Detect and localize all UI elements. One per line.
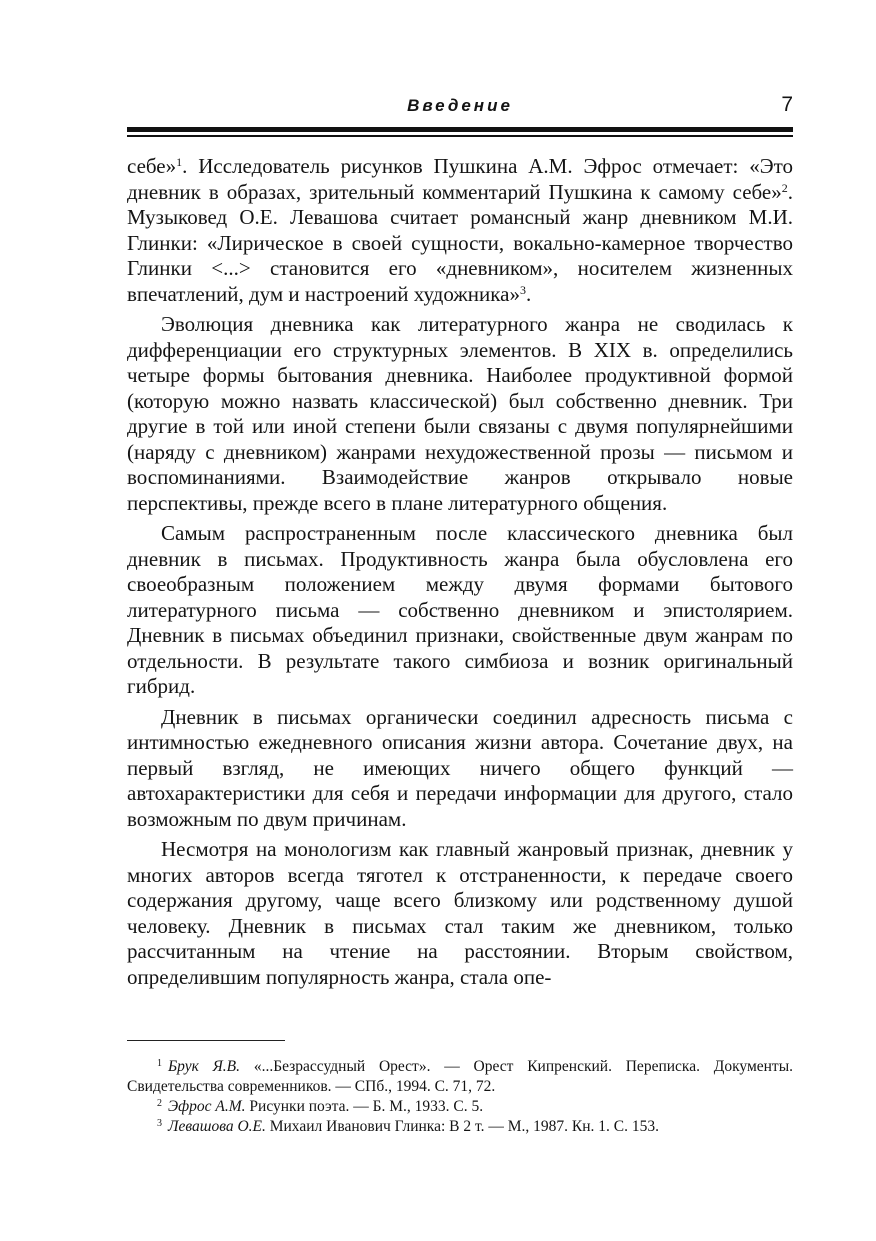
paragraph [127, 154, 793, 307]
footnote-text: Михаил Иванович Глинка: В 2 т. — М., 1987. Кн. 1. С. 153. [265, 1118, 659, 1135]
footnotes [127, 1057, 793, 1137]
paragraph-text: себе» [127, 154, 177, 178]
header-rule-thin [127, 135, 793, 137]
paragraph-text: Дневник в письмах органически соединил адресность письма с интимностью ежедневного описания жизни автора. Сочетание двух, на первый взгляд, не имеющих ничего общего функций — автохарактеристики для себя и передачи информации для другого, стало возможным по двум причинам. [127, 704, 793, 831]
paragraph-text: . [525, 281, 532, 306]
page-number: 7 [781, 93, 793, 116]
footnote [127, 1097, 793, 1117]
footnote-text: «...Безрассудный Орест». — Орест Кипренский. Переписка. Документы. Свидетельства современников. — СПб., 1994. С. 71, 72. [127, 1058, 793, 1095]
paragraph [127, 705, 793, 833]
footnote-number: 1 [157, 1058, 162, 1069]
footnote [127, 1057, 793, 1097]
body-text [127, 154, 793, 995]
footnote-ref: 3 [519, 282, 526, 297]
footnote-author: Брук Я.В. [168, 1058, 241, 1075]
paragraph-text: . Музыковед О.Е. Левашова считает романсный жанр дневником М.И. Глинки: «Лирическое в своей сущности, вокально-камерное творчество Глинки <...> становится его «дневником», носителем жизненных впечатлений, дум и настроений художника» [127, 179, 793, 306]
footnote-number: 2 [157, 1098, 162, 1109]
paragraph-text: . Исследователь рисунков Пушкина А.М. Эфрос отмечает: «Это дневник в образах, зрительный комментарий Пушкина к самому себе» [127, 154, 793, 204]
footnote-author: Эфрос А.М. [168, 1098, 246, 1115]
footnote-separator [127, 1040, 285, 1041]
paragraph [127, 312, 793, 516]
chapter-title: Введение [407, 96, 513, 115]
footnote [127, 1117, 793, 1137]
paragraph-text: Самым распространенным после классического дневника был дневник в письмах. Продуктивность жанра была обусловлена его своеобразным положением между двумя формами бытового литературного письма — собственно дневником и эпистолярием. Дневник в письмах объединил признаки, свойственные двум жанрам по отдельности. В результате такого симбиоза и возник оригинальный гибрид. [127, 521, 793, 698]
paragraph [127, 837, 793, 990]
paragraph-text: Несмотря на монологизм как главный жанровый признак, дневник у многих авторов всегда тяготел к отстраненности, к передаче своего содержания другому, чаще всего близкому или родственному душой человеку. Дневник в письмах стал таким же дневником, только рассчитанным на чтение на расстоянии. Вторым свойством, определившим популярность жанра, стала опе- [127, 837, 793, 989]
footnote-author: Левашова О.Е. [168, 1118, 266, 1135]
paragraph-text: Эволюция дневника как литературного жанра не сводилась к дифференциации его структурных элементов. В XIX в. определились четыре формы бытования дневника. Наиболее продуктивной формой (которую можно назвать классической) был собственно дневник. Три другие в той или иной степени были связаны с двумя популярнейшими (наряду с дневником) жанрами нехудожественной прозы — письмом и воспоминаниями. Взаимодействие жанров открывало новые перспективы, прежде всего в плане литературного общения. [127, 312, 793, 515]
footnote-text: Рисунки поэта. — Б. М., 1933. С. 5. [245, 1098, 484, 1115]
footnote-number: 3 [157, 1118, 162, 1129]
paragraph [127, 521, 793, 700]
footnote-ref: 1 [176, 155, 183, 169]
header-rule-thick [127, 127, 793, 132]
footnote-ref: 2 [781, 180, 788, 195]
running-header [127, 93, 793, 126]
